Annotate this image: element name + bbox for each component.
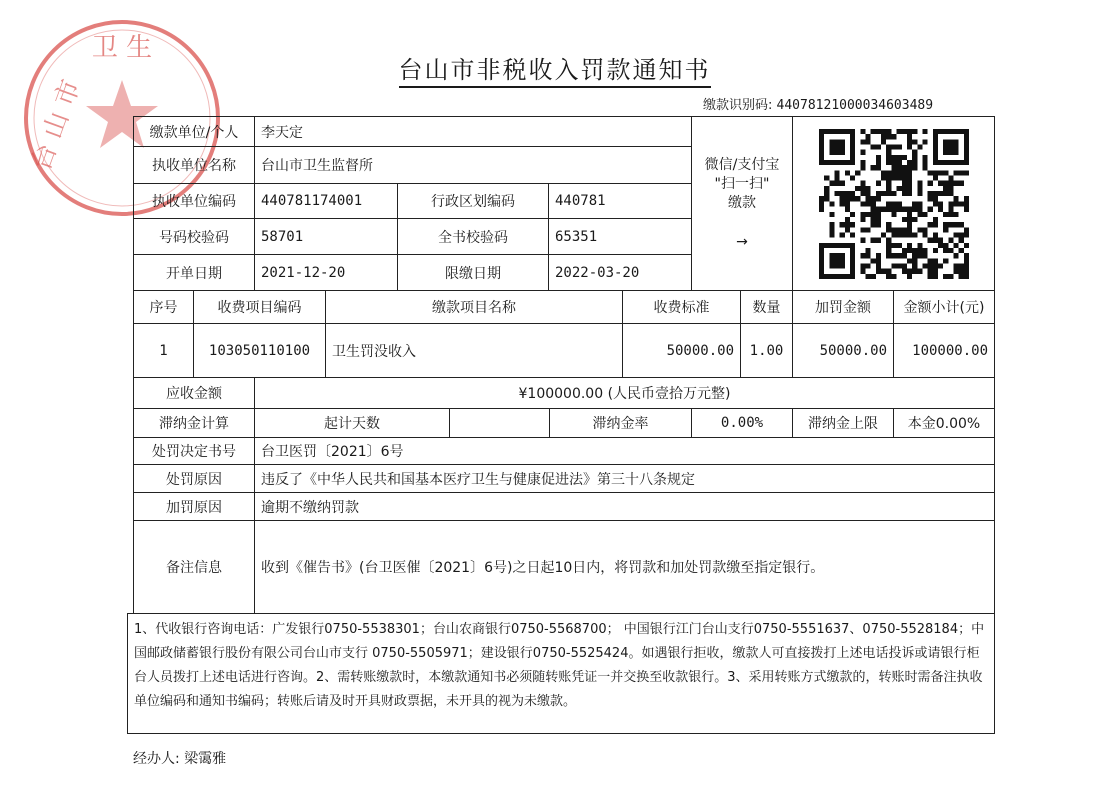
decision-no-value: 台卫医罚〔2021〕6号 [254, 437, 995, 465]
number-check-value: 58701 [254, 218, 398, 255]
remarks-label: 备注信息 [133, 520, 255, 614]
table-row-surcharge: 50000.00 [792, 323, 894, 378]
payment-code-line [703, 94, 933, 113]
page-title: 台山市非税收入罚款通知书 [0, 50, 1109, 85]
doc-check-label: 全书校验码 [397, 218, 549, 255]
items-header-surcharge: 加罚金额 [792, 290, 894, 324]
late-cap-value: 本金0.00% [893, 408, 995, 438]
table-row-seq: 1 [133, 323, 194, 378]
payer-value: 李天定 [254, 116, 692, 147]
region-code-label: 行政区划编码 [397, 183, 549, 219]
number-check-label: 号码校验码 [133, 218, 255, 255]
collector-label: 执收单位名称 [133, 146, 255, 184]
pay-hint-line1: 微信/支付宝 [704, 156, 780, 173]
payment-code: 440781210000346034​89 [776, 98, 934, 113]
region-code-value: 440781 [548, 183, 692, 219]
reason-value: 违反了《中华人民共和国基本医疗卫生与健康促进法》第三十八条规定 [254, 464, 995, 493]
items-header-seq: 序号 [133, 290, 194, 324]
start-days-label: 起计天数 [254, 408, 450, 438]
amount-due-value: ¥100000.00 (人民币壹拾万元整) [254, 377, 995, 409]
pay-hint [691, 116, 793, 291]
late-rate-value: 0.00% [691, 408, 793, 438]
items-header-code: 收费项目编码 [193, 290, 326, 324]
decision-no-label: 处罚决定书号 [133, 437, 255, 465]
table-row-subtotal: 100000.00 [893, 323, 995, 378]
start-days-value [449, 408, 550, 438]
surcharge-reason-value: 逾期不缴纳罚款 [254, 492, 995, 521]
doc-check-value: 65351 [548, 218, 692, 255]
items-header-standard: 收费标准 [622, 290, 741, 324]
notes-paragraph: 1、代收银行咨询电话：广发银行0750-5538301；台山农商银行0750-5568700； 中国银行江门台山支行0750-5551637、0750-5528184；中国邮政储蓄银行股份有限公司台山市支行 0750-5505971；建设银行0750-5525424。如遇银行拒收，缴款人可直接拨打上述电话投诉或请银行柜台人员拨打上述电话进行咨询。2、需转账缴款时，本缴款通知书必须随转账凭证一并交换至收款银行。3、采用转账方式缴款的，转账时需备注执收单位编码和通知书编码；转账后请及时开具财政票据，未开具的视为未缴款。 [127, 613, 995, 734]
items-header-subtotal: 金额小计(元) [893, 290, 995, 324]
table-row-qty: 1.00 [740, 323, 793, 378]
table-row-standard: 50000.00 [622, 323, 741, 378]
collector-code-value: 440781174001 [254, 183, 398, 219]
handler-label: 经办人: [133, 751, 180, 767]
collector-value: 台山市卫生监督所 [254, 146, 692, 184]
pay-hint-line3: 缴款 [728, 194, 756, 211]
late-rate-label: 滞纳金率 [549, 408, 692, 438]
open-date-label: 开单日期 [133, 254, 255, 291]
payment-code-label: 缴款识别码: [703, 98, 773, 113]
collector-code-label: 执收单位编码 [133, 183, 255, 219]
svg-text:台 山 市: 台 山 市 [26, 75, 87, 175]
items-header-name: 缴款项目名称 [325, 290, 623, 324]
qr-code-icon[interactable] [819, 129, 969, 279]
pay-hint-line2: "扫一扫" [714, 175, 770, 192]
late-cap-label: 滞纳金上限 [792, 408, 894, 438]
pay-arrow-icon: → [736, 233, 748, 250]
deadline-label: 限缴日期 [397, 254, 549, 291]
remarks-value: 收到《催告书》(台卫医催〔2021〕6号)之日起10日内，将罚款和加处罚款缴至指定银行。 [254, 520, 995, 614]
open-date-value: 2021-12-20 [254, 254, 398, 291]
amount-due-label: 应收金额 [133, 377, 255, 409]
reason-label: 处罚原因 [133, 464, 255, 493]
surcharge-reason-label: 加罚原因 [133, 492, 255, 521]
payer-label: 缴款单位/个人 [133, 116, 255, 147]
table-row-code: 103050110100 [193, 323, 326, 378]
qr-cell [792, 116, 995, 291]
deadline-value: 2022-03-20 [548, 254, 692, 291]
svg-text:卫 生: 卫 生 [91, 33, 153, 63]
late-fee-label: 滞纳金计算 [133, 408, 255, 438]
handler-line [133, 748, 226, 768]
table-row-name: 卫生罚没收入 [325, 323, 623, 378]
handler-value: 梁霭雅 [184, 751, 227, 767]
items-header-qty: 数量 [740, 290, 793, 324]
